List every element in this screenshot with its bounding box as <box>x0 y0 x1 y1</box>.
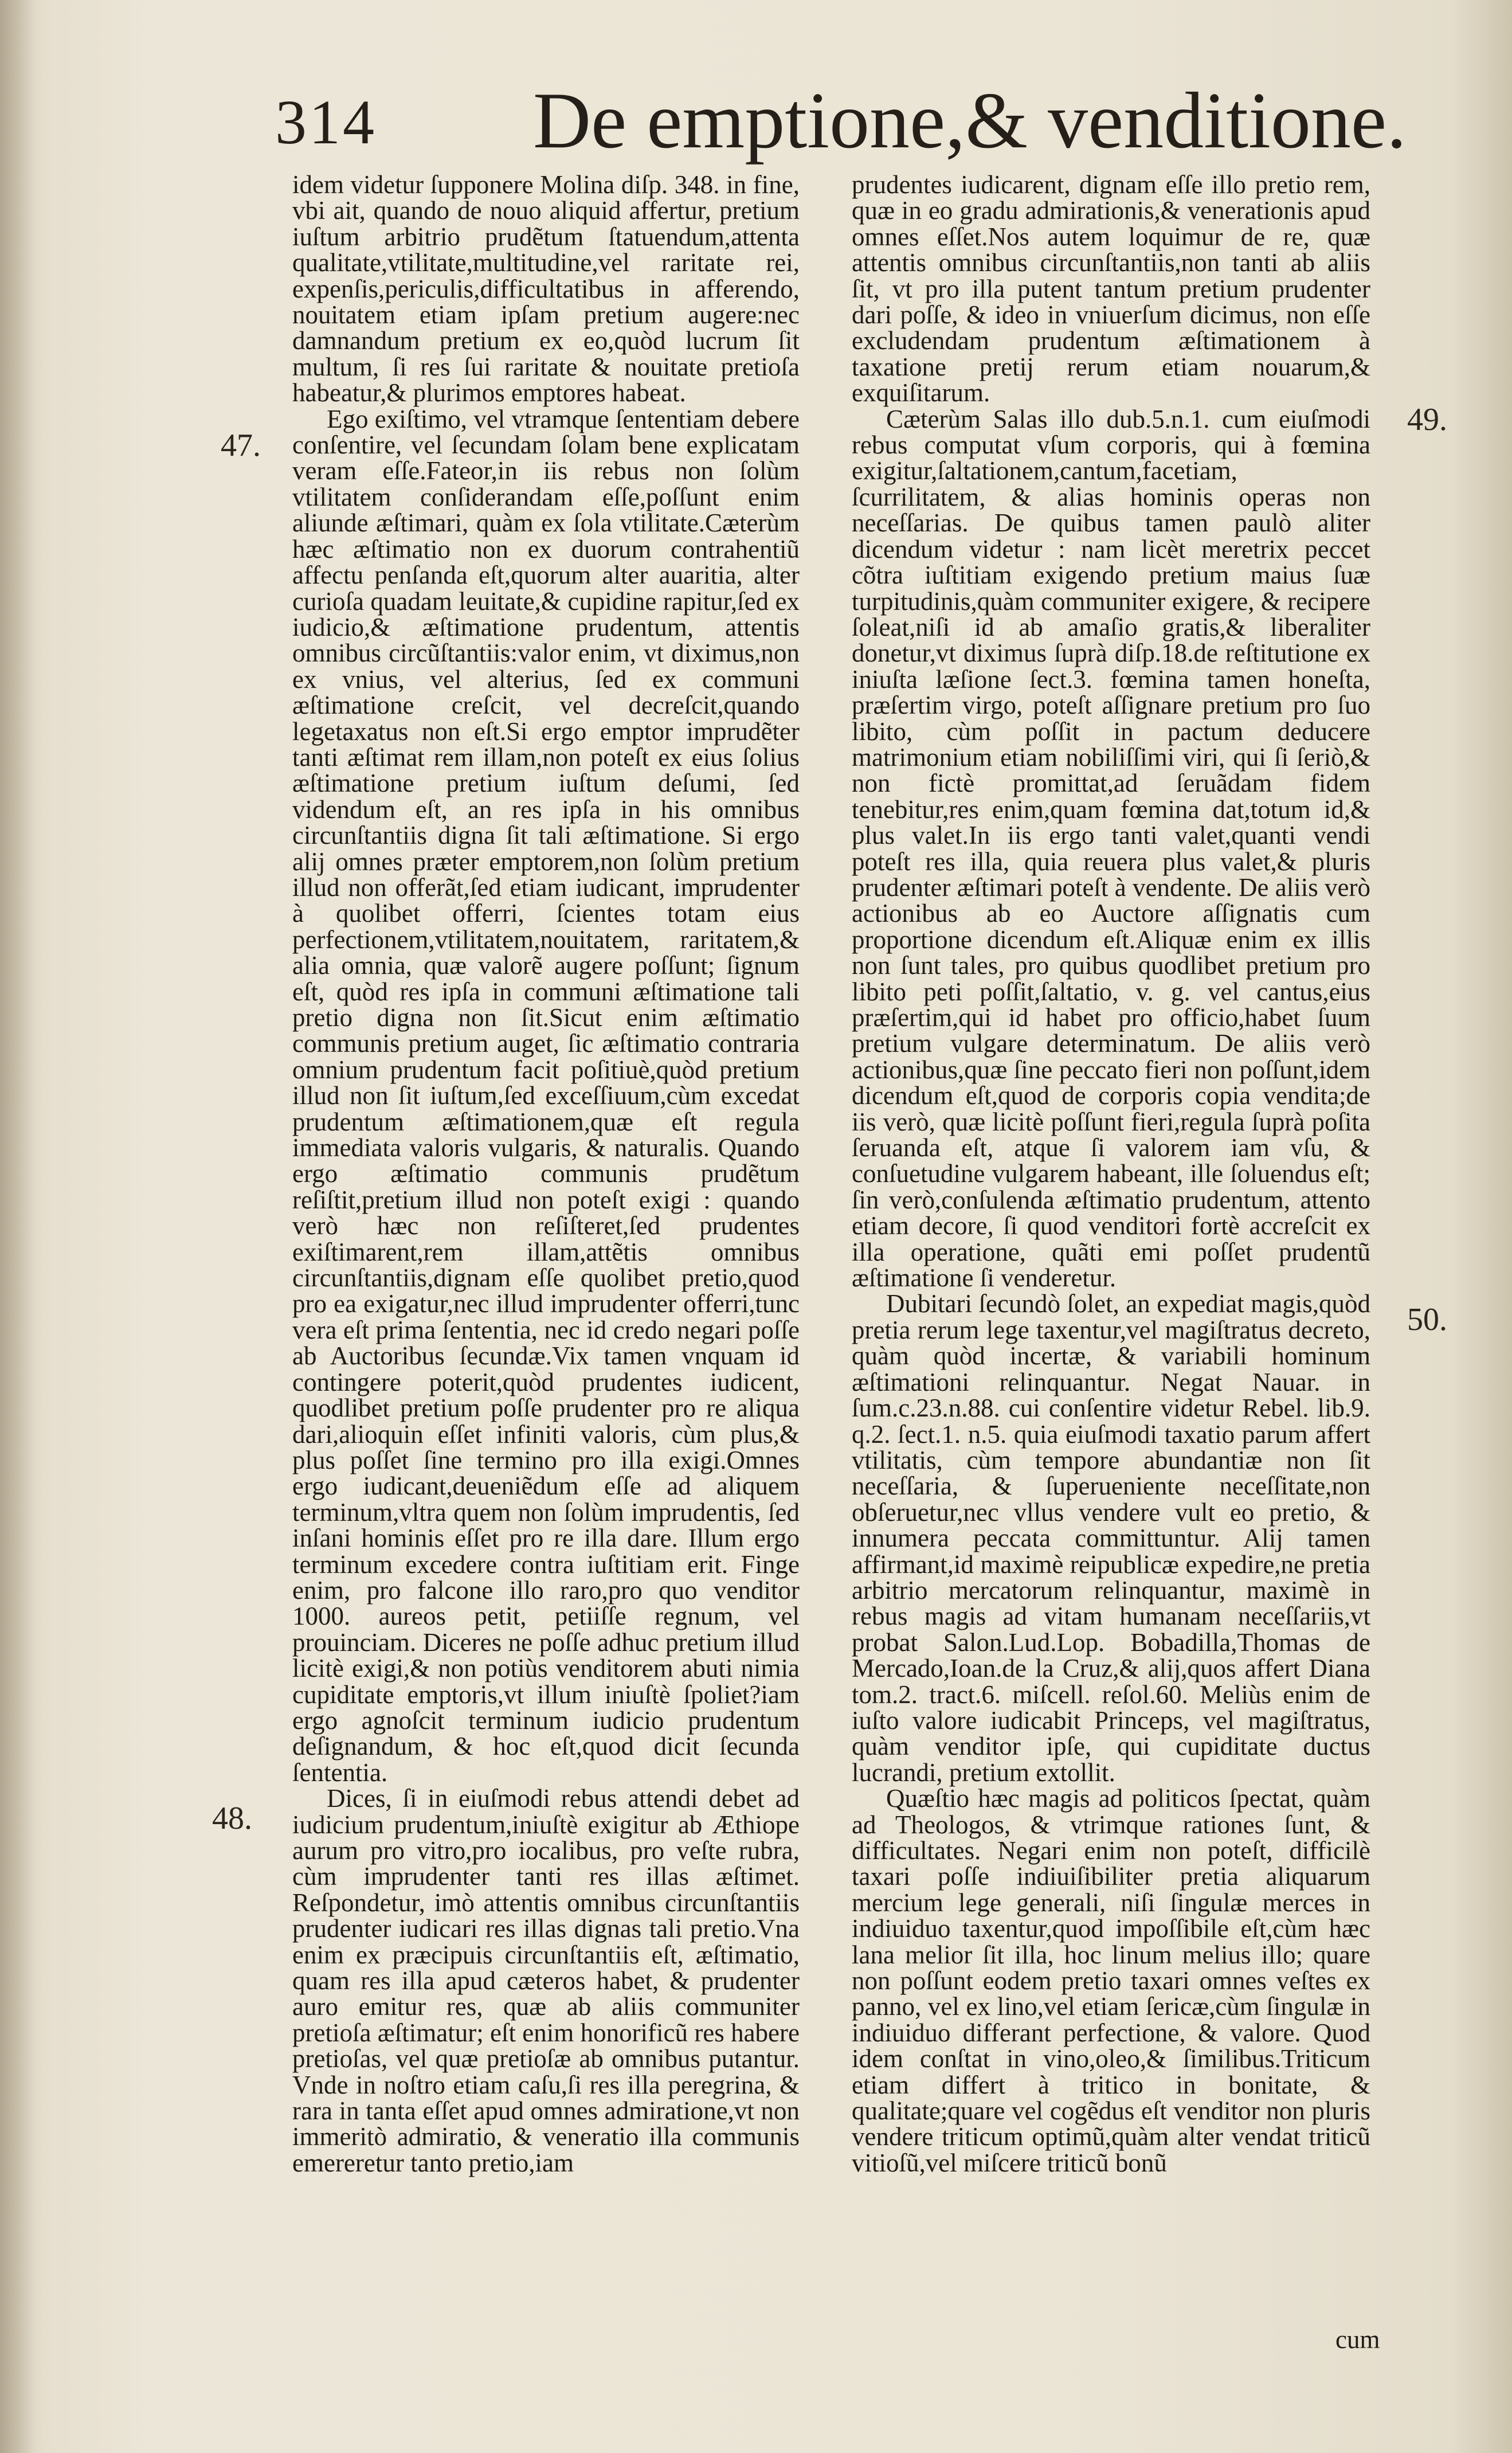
paragraph: Quæſtio hæc magis ad politicos ſpectat, quàm ad Theologos, & vtrimque rationes ſunt, & difficultates. Negari enim non poteſt, difficilè taxari poſſe indiuiſibiliter pretia aliquarum mercium lege generali, niſi ſingulæ merces in indiuiduo taxentur,quod impoſſibile eſt,cùm hæc lana melior ſit illa, hoc linum melius illo; quare non poſſunt eodem pretio taxari omnes veſtes ex panno, vel ex lino,vel etiam ſericæ,cùm ſingulæ in indiuiduo differant perfectione, & valore. Quod idem conſtat in vino,oleo,& ſimilibus.Triticum etiam differt à tritico in bonitate, & qualitate;quare vel cogẽdus eſt venditor non pluris vendere triticum optimũ,quàm alter vendat triticũ vitioſũ,vel miſcere triticũ bonũ <box>852 1784 1370 2177</box>
right-column <box>852 172 1370 2176</box>
paragraph: Cæterùm Salas illo dub.5.n.1. cum eiuſmodi rebus computat vſum corporis, qui à fœmina exigitur,ſaltationem,cantum,facetiam, ſcurrilitatem, & alias hominis operas non neceſſarias. De quibus tamen paulò aliter dicendum videtur : nam licèt meretrix peccet cõtra iuſtitiam exigendo pretium maius ſuæ turpitudinis,quàm communiter exigere, & recipere ſoleat,niſi id ab amaſio gratis,& liberaliter donetur,vt diximus ſuprà diſp.18.de reſtitutione ex iniuſta læſione ſect.3. fœmina tamen honeſta, præſertim virgo, poteſt aſſignare pretium pro ſuo libito, cùm poſſit in pactum deducere matrimonium etiam nobiliſſimi viri, qui ſi ſeriò,& non fictè promittat,ad ſeruãdam fidem tenebitur,res enim,quam fœmina dat,totum id,& plus valet.In iis ergo tanti valet,quanti vendi poteſt res illa, quia reuera plus valet,& pluris prudenter æſtimari poteſt à vendente. De aliis verò actionibus ab eo Auctore aſſignatis cum proportione dicendum eſt.Aliquæ enim ex illis non ſunt tales, pro quibus quodlibet pretium pro libito peti poſſit,ſaltatio, v. g. vel cantus,eius præſertim,qui id habet pro officio,habet ſuum pretium vulgare determinatum. De aliis verò actionibus,quæ ſine peccato fieri non poſſunt,idem dicendum eſt,quod de corporis copia vendita;de iis verò, quæ licitè poſſunt fieri,regula ſuprà poſita ſeruanda eſt, atque ſi valorem iam vſu, & conſuetudine vulgarem habeant, ille ſoluendus eſt; ſin verò,conſulenda æſtimatio prudentum, attento etiam decore, ſi quod venditori fortè accreſcit ex illa operatione, quãti emi poſſet prudentũ æſtimatione ſi venderetur. <box>852 404 1370 1293</box>
margin-number-47: 47. <box>221 428 261 463</box>
paragraph: idem videtur ſupponere Molina diſp. 348. in fine, vbi ait, quando de nouo aliquid affertur, pretium iuſtum arbitrio prudẽtum ſtatuendum,attenta qualitate,vtilitate,multitudine,vel raritate rei, expenſis,periculis,difficultatibus in afferendo, nouitatem etiam ipſam pretium augere:nec damnandum pretium ex eo,quòd lucrum ſit multum, ſi res ſui raritate & nouitate pretioſa habeatur,& plurimos emptores habeat. <box>292 170 800 408</box>
binding-shadow <box>0 0 34 2453</box>
left-column <box>292 172 800 2176</box>
paragraph: Dices, ſi in eiuſmodi rebus attendi debet ad iudicium prudentum,iniuſtè exigitur ab Æthiope aurum pro vitro,pro iocalibus, pro veſte rubra, cùm imprudenter tanti res illas æſtimet. Reſpondetur, imò attentis omnibus circunſtantiis prudenter iudicari res illas dignas tali pretio.Vna enim ex præcipuis circunſtantiis eſt, æſtimatio, quam res illa apud cæteros habet, & prudenter auro emitur res, quæ ab aliis communiter pretioſa æſtimatur; eſt enim honorificũ res habere pretioſas, vel quæ pretioſæ ab omnibus putantur. Vnde in noſtro etiam caſu,ſi res illa peregrina, & rara in tanta eſſet apud omnes admiratione,vt non immeritò admiratio, & veneratio illa communis emereretur tanto pretio,iam <box>292 1784 800 2177</box>
paragraph: Dubitari ſecundò ſolet, an expediat magis,quòd pretia rerum lege taxentur,vel magiſtratus decreto, quàm quòd incertæ, & variabili hominum æſtimationi relinquantur. Negat Nauar. in ſum.c.23.n.88. cui conſentire videtur Rebel. lib.9. q.2. ſect.1. n.5. quia eiuſmodi taxatio parum affert vtilitatis, cùm tempore abundantiæ non ſit neceſſaria, & ſuperueniente neceſſitate,non obſeruetur,nec vllus vendere vult eo pretio, & innumera peccata committuntur. Alij tamen affirmant,id maximè reipublicæ expedire,ne pretia arbitrio mercatorum relinquantur, maximè in rebus magis ad vitam humanam neceſſariis,vt probat Salon.Lud.Lop. Bobadilla,Thomas de Mercado,Ioan.de la Cruz,& alij,quos affert Diana tom.2. tract.6. miſcell. reſol.60. Meliùs enim de iuſto valore iudicabit Princeps, vel magiſtratus, quàm venditor ipſe, qui cupiditate ductus lucrandi, pretium extollit. <box>852 1289 1370 1787</box>
catchword: cum <box>1335 2325 1380 2354</box>
page-number: 314 <box>275 87 377 157</box>
margin-number-50: 50. <box>1407 1302 1447 1337</box>
margin-number-49: 49. <box>1407 402 1447 437</box>
paragraph: prudentes iudicarent, dignam eſſe illo pretio rem, quæ in eo gradu admirationis,& venerationis apud omnes eſſet.Nos autem loquimur de re, quæ attentis omnibus circunſtantiis,non tanti ab aliis ſit, vt pro illa putent tantum pretium prudenter dari poſſe, & ideo in vniuerſum dicimus, non eſſe excludendam prudentum æſtimationem à taxatione pretij rerum etiam nouarum,& exquiſitarum. <box>852 170 1370 408</box>
margin-number-48: 48. <box>212 1801 252 1836</box>
running-title: De emptione,& venditione. <box>533 76 1407 165</box>
paragraph: Ego exiſtimo, vel vtramque ſententiam debere conſentire, vel ſecundam ſolam bene explicatam veram eſſe.Fateor,in iis rebus non ſolùm vtilitatem conſiderandam eſſe,poſſunt enim aliunde æſtimari, quàm ex ſola vtilitate.Cæterùm hæc æſtimatio non ex duorum contrahentiũ affectu penſanda eſt,quorum alter auaritia, alter curioſa quadam leuitate,& cupidine rapitur,ſed ex iudicio,& æſtimatione prudentum, attentis omnibus circũſtantiis:valor enim, vt diximus,non ex vnius, vel alterius, ſed ex communi æſtimatione creſcit, vel decreſcit,quando legetaxatus non eſt.Si ergo emptor imprudẽter tanti æſtimat rem illam,non poteſt ex eius ſolius æſtimatione pretium iuſtum deſumi, ſed videndum eſt, an res ipſa in his omnibus circunſtantiis digna ſit tali æſtimatione. Si ergo alij omnes præter emptorem,non ſolùm pretium illud non offerãt,ſed etiam iudicant, imprudenter à quolibet offerri, ſcientes totam eius perfectionem,vtilitatem,nouitatem, raritatem,& alia omnia, quæ valorẽ augere poſſunt; ſignum eſt, quòd res ipſa in communi æſtimatione tali pretio digna non ſit.Sicut enim æſtimatio communis pretium auget, ſic æſtimatio contraria omnium prudentum facit poſitiuè,quòd pretium illud non ſit iuſtum,ſed exceſſiuum,cùm excedat prudentum æſtimationem,quæ eſt regula immediata valoris vulgaris, & naturalis. Quando ergo æſtimatio communis prudẽtum reſiſtit,pretium illud non poteſt exigi : quando verò hæc non reſiſteret,ſed prudentes exiſtimarent,rem illam,attẽtis omnibus circunſtantiis,dignam eſſe quolibet pretio,quod pro ea exigatur,nec illud imprudenter offerri,tunc vera eſt prima ſententia, nec id credo negari poſſe ab Auctoribus ſecundæ.Vix tamen vnquam id contingere poterit,quòd prudentes iudicent, quodlibet pretium poſſe prudenter pro re aliqua dari,alioquin eſſet infiniti valoris, cùm plus,& plus poſſet ſine termino pro illa exigi.Omnes ergo iudicant,deueniẽdum eſſe ad aliquem terminum,vltra quem non ſolùm imprudentis, ſed inſani hominis eſſet pro re illa dare. Illum ergo terminum excedere contra iuſtitiam erit. Finge enim, pro falcone illo raro,pro quo venditor 1000. aureos petit, petiiſſe regnum, vel prouinciam. Diceres ne poſſe adhuc pretium illud licitè exigi,& non potiùs venditorem abuti nimia cupiditate emptoris,vt illum iniuſtè ſpoliet?iam ergo agnoſcit terminum iudicio prudentum deſignandum, & hoc eſt,quod dicit ſecunda ſententia. <box>292 404 800 1787</box>
